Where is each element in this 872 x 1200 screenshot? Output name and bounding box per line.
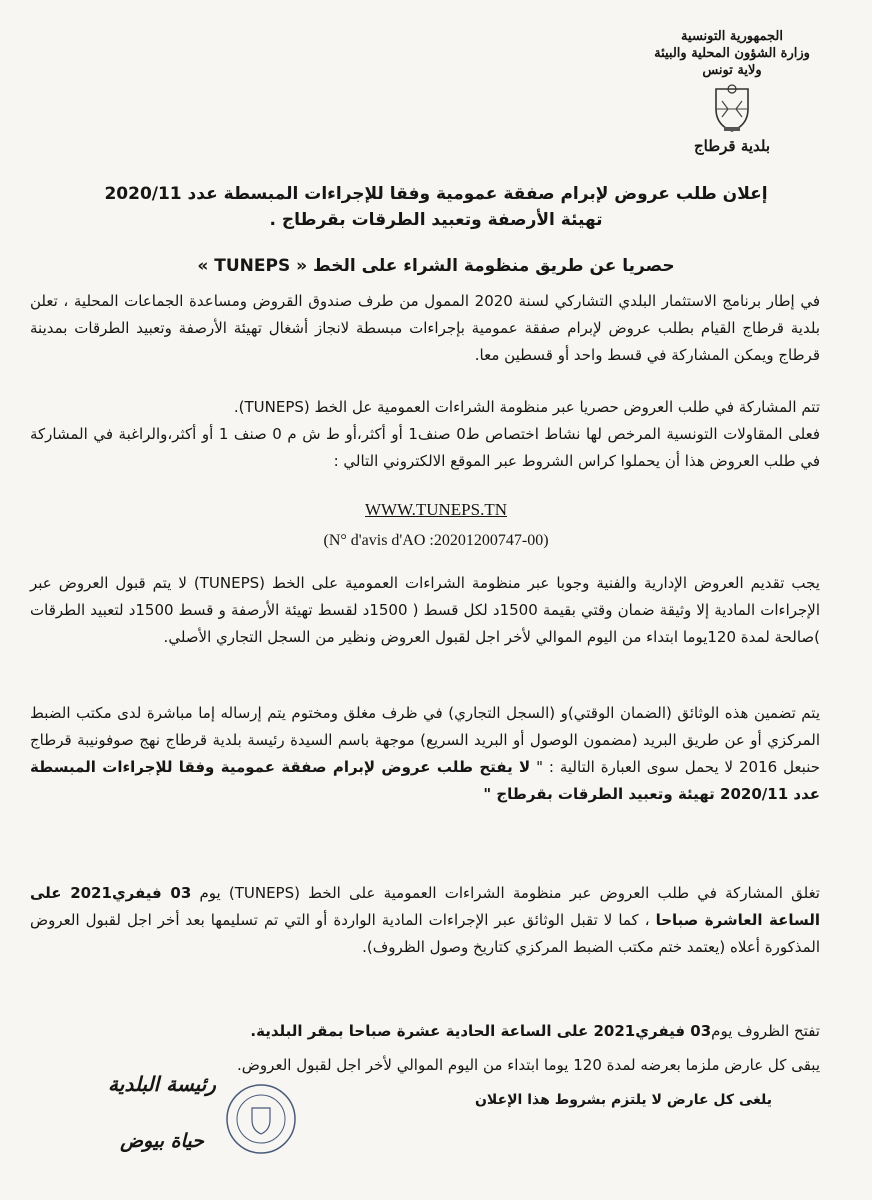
signatory-title: رئيسة البلدية: [108, 1072, 216, 1096]
deadline-text-a: تغلق المشاركة في طلب العروض عبر منظومة الشراءات العمومية على الخط (TUNEPS) يوم: [191, 884, 820, 902]
paragraph-intro: في إطار برنامج الاستثمار البلدي التشاركي لسنة 2020 الممول من طرف صندوق القروض ومساعدة الجماعات المحلية ، تعلن بلدية قرطاج القيام بطلب عروض لإبرام صفقة عمومية بإجراءات مبسطة لانجاز أشغال تهيئة الأرصفة وتعبيد الطرقات بمدينة قرطاج ويمكن المشاركة في قسط واحد أو قسطين معا.: [30, 292, 820, 364]
envelope-label-text: لا يفتح طلب عروض لإبرام صفقة عمومية وفقا للإجراءات المبسطة عدد 2020/11 تهيئة وتعبيد الطرقات بقرطاج ": [30, 758, 820, 803]
announcement-subject: تهيئة الأرصفة وتعبيد الطرقات بقرطاج .: [269, 210, 603, 230]
governorate-line: ولاية تونس: [702, 63, 762, 78]
paragraph-opening: [30, 1018, 820, 1045]
signatory-name: حياة بيوض: [120, 1130, 204, 1152]
deadline-text-b: ، كما لا تقبل الوثائق عبر الإجراءات المادية الواردة أو التي تم تسليمها بعد أخر اجل لقبول العروض المذكورة أعلاه (يعتمد ختم مكتب الضبط المركزي كتاريخ وصول الظروف).: [30, 911, 820, 956]
cancellation-note: يلغى كل عارض لا يلتزم بشروط هذا الإعلان: [474, 1092, 772, 1108]
tuneps-notice: حصريا عن طريق منظومة الشراء على الخط « TUNEPS »: [197, 256, 675, 276]
deadline-date: 03 فيفري2021 على الساعة العاشرة صباحا: [30, 884, 820, 929]
opening-date: 03 فيفري2021 على الساعة الحادية عشرة صباحا بمقر البلدية.: [250, 1022, 712, 1040]
signature-block: [92, 1072, 232, 1152]
envelope-text: يتم تضمين هذه الوثائق (الضمان الوقتي)و (السجل التجاري) في ظرف مغلق ومختوم يتم إرساله إما مباشرة لدى مكتب الضبط المركزي أو عن طريق البريد (مضمون الوصول أو البريد السريع) موجهة باسم السيدة رئيسة بلدية قرطاج نهج صوفونيبة قرطاج حنبعل 2016 لا يحمل سوى العبارة التالية : ": [30, 704, 820, 776]
coat-of-arms-icon: [708, 83, 756, 133]
opening-text: تفتح الظروف يوم: [711, 1022, 820, 1040]
tuneps-website-link[interactable]: WWW.TUNEPS.TN: [365, 500, 507, 519]
announcement-title: إعلان طلب عروض لإبرام صفقة عمومية وفقا للإجراءات المبسطة عدد 2020/11: [104, 184, 768, 204]
paragraph-submission: يجب تقديم العروض الإدارية والفنية وجوبا عبر منظومة الشراءات العمومية على الخط (TUNEPS) لا يتم قبول العروض عبر الإجراءات المادية إلا وثيقة ضمان وقتي بقيمة 1500د لكل قسط ( 1500د لقسط تهيئة الأرصفة و قسط 1500د لتعبيد الطرقات )صالحة لمدة 120يوما ابتداء من اليوم الموالي لأخر اجل لقبول العروض ونظير من السجل التجاري الأصلي.: [30, 574, 821, 646]
municipality-name: بلدية قرطاج: [693, 137, 771, 155]
paragraph-validity: يبقى كل عارض ملزما بعرضه لمدة 120 يوما ابتداء من اليوم الموالي لأخر اجل لقبول العروض.: [237, 1056, 820, 1074]
paragraph-deadline: [30, 880, 820, 961]
paragraph-eligibility: فعلى المقاولات التونسية المرخص لها نشاط اختصاص ط0 صنف1 أو أكثر،أو ط ش م 0 صنف 1 أو أكثر،والراغبة في المشاركة في طلب العروض هذا أن يحملوا كراس الشروط عبر الموقع الالكتروني التالي :: [30, 425, 821, 470]
paragraph-envelope: [30, 700, 820, 808]
notice-number: (N° d'avis d'AO :20201200747-00): [323, 532, 549, 549]
paragraph-participation: تتم المشاركة في طلب العروض حصريا عبر منظومة الشراءات العمومية عل الخط (TUNEPS).: [233, 398, 820, 416]
letterhead: [632, 28, 832, 155]
ministry-line: وزارة الشؤون المحلية والبيئة: [654, 46, 810, 61]
official-stamp-icon: [224, 1082, 298, 1156]
republic-line: الجمهورية التونسية: [681, 29, 783, 44]
